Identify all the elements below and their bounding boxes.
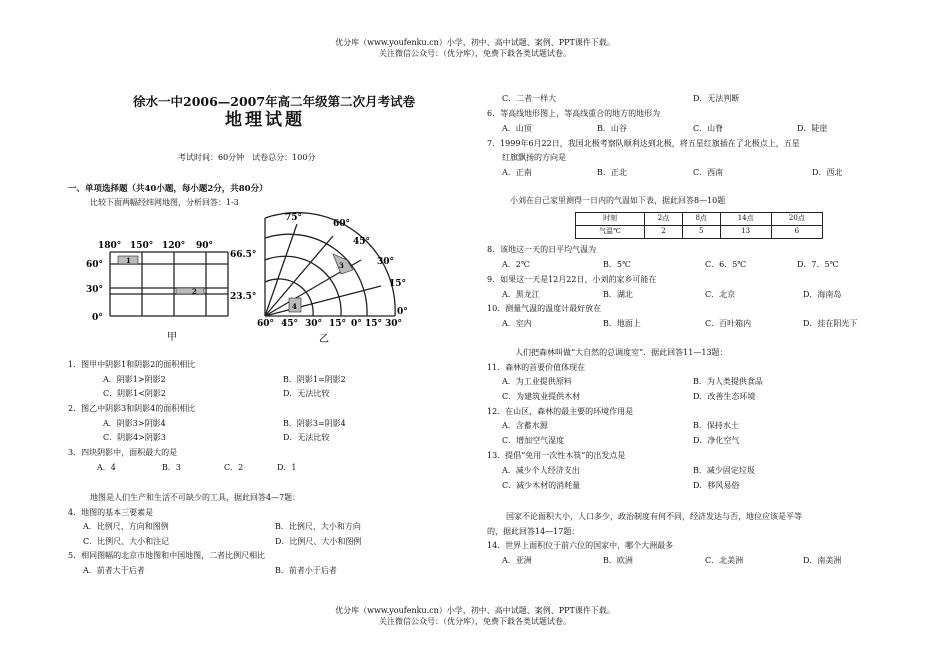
q9-option-a: A．黑龙江 [502,290,540,299]
q13-option-b: B．减少固定垃圾 [693,466,755,475]
intro-14-17-line1: 国家不论面积大小，人口多少，政治制度有何不同，经济发达与否，地位应该是平等 [506,512,802,521]
q3-option-d: D．1 [277,463,297,472]
table-cell: 5 [682,226,720,239]
q7-option-a: A．正南 [502,168,532,177]
header-line-2: 关注微信公众号：（优分库），免费下载各类试题试卷。 [379,49,571,58]
q5-option-c: C．二者一样大 [502,94,557,103]
section1-heading: 一、单项选择题（共40小题，每小题2分，共80分） [68,184,268,194]
arc-label-0: 0° [397,307,408,317]
q4-option-a: A．比例尺、方向和图例 [83,522,169,531]
q8-option-a: A．2℃ [502,260,530,269]
q13-option-d: D．移风易俗 [693,481,740,490]
q9-option-d: D．海南岛 [803,290,842,299]
table-cell: 13 [720,226,771,239]
lat-label-66: 66.5° [230,250,257,260]
q11-option-a: A．为工业提供原料 [502,377,572,386]
q7-option-c: C．西南 [693,168,724,177]
shade-3-label: 3 [339,261,344,270]
q12-option-d: D．净化空气 [693,436,740,445]
q3-option-b: B．3 [162,463,181,472]
q13-stem: 13．提倡“免用一次性木筷”的出发点是 [487,451,626,460]
header-line-1: 优分库（www.youfenku.cn）小学、初中、高中试题、案例、PPT课件下载。 [335,38,615,47]
q11-option-d: D．改善生态环境 [693,392,756,401]
q5-option-b: B．前者小于后者 [275,566,337,575]
footer-line-2: 关注微信公众号：（优分库），免费下载各类试题试卷。 [379,617,571,626]
q2-option-d: D．无法比较 [283,433,330,442]
q5-option-a: A．前者大于后者 [83,566,145,575]
temperature-table [575,212,823,239]
q2-option-c: C．阴影4>阴影3 [103,433,167,442]
q5-option-d: D．无法判断 [693,94,740,103]
q11-stem: 11．森林的首要价值体现在 [487,363,586,372]
q12-stem: 12．在山区，森林的最主要的环境作用是 [487,407,634,416]
intro-14-17-line2: 的，据此回答14—17题： [487,527,580,536]
table-cell: 气温℃ [576,226,645,239]
arc-label-75: 75° [285,213,303,223]
q1-option-c: C．阴影1<阴影2 [103,389,167,398]
q12-option-b: B．保持水土 [693,421,739,430]
bottom-label-30: 30° [305,319,323,329]
q14-option-c: C．北美洲 [705,556,744,565]
table-row [576,226,823,239]
q3-option-a: A．4 [97,463,116,472]
q1-stem: 1．图甲中阴影1和阴影2的面积相比 [68,360,196,369]
map-jia-caption: 甲 [167,332,177,343]
q10-option-b: B．地面上 [603,319,641,328]
map-yi-caption: 乙 [319,334,329,345]
q6-option-b: B．山谷 [597,124,627,133]
q7-option-b: B．正北 [597,168,627,177]
shade-4-label: 4 [292,302,297,311]
q10-stem: 10．测量气温的温度计最好放在 [487,304,602,313]
q7-stem-line1: 7．1999年6月22日，我国北极考察队顺利达到北极，将五星红旗插在了北极点上，五星 [487,139,800,148]
q7-option-d: D．西北 [812,168,843,177]
q13-option-c: C．减少木材的消耗量 [502,481,581,490]
intro-4-7: 地图是人们生产和生活不可缺少的工具，据此回答4—7题： [90,493,301,502]
subject-title: 地理试题 [225,110,305,130]
lon-label-90: 90° [196,241,214,251]
q2-stem: 2．图乙中阴影3和阴影4的面积相比 [68,404,196,413]
q2-option-a: A．阴影3>阴影4 [103,419,166,428]
q9-option-b: B．湖北 [603,290,633,299]
q6-option-c: C．山脊 [693,124,724,133]
q9-stem: 9．如果这一天是12月22日，小刘的家乡可能在 [487,275,657,284]
q12-option-a: A．含蓄水源 [502,421,548,430]
q5-stem: 5．相同图幅的北京市地图和中国地图，二者比例尺相比 [68,551,266,560]
lon-label-180: 180° [98,241,122,251]
q4-option-b: B．比例尺、大小和方向 [275,522,361,531]
q10-option-d: D．挂在阳光下 [803,319,858,328]
shade-2 [176,288,204,294]
table-header-cell: 14点 [720,213,771,226]
intro-11-13: 人们把森林叫做“大自然的总调度室”．据此回答11—13题： [515,348,728,357]
lat-label-0: 0° [92,313,103,323]
table-header-cell: 2点 [645,213,683,226]
q1-option-a: A．阴影1>阴影2 [103,375,166,384]
q3-option-c: C．2 [224,463,244,472]
q14-option-a: A．亚洲 [502,556,532,565]
q1-option-b: B．阴影1=阴影2 [283,375,346,384]
section1-intro: 比较下面两幅经纬网地图，分析回答：1-3 [90,198,239,207]
q8-option-d: D．7．5℃ [797,260,839,269]
table-header-cell: 时刻 [576,213,645,226]
bottom-label-60: 60° [257,319,275,329]
q10-option-c: C．百叶箱内 [705,319,752,328]
q6-stem: 6．等高线地形图上，等高线重合的地方的地形为 [487,109,661,118]
q4-stem: 4．地图的基本三要素是 [68,508,154,517]
map-jia [80,232,260,344]
map-yi [255,210,415,345]
q12-option-c: C．增加空气湿度 [502,436,565,445]
bottom-label-30e: 30° [385,319,403,329]
q8-option-c: C．6．5℃ [705,260,747,269]
q11-option-c: C．为建筑业提供木材 [502,392,581,401]
lat-label-60: 60° [86,260,104,270]
bottom-label-45: 45° [281,319,299,329]
table-header-cell: 8点 [682,213,720,226]
bottom-label-15e: 15° [365,319,383,329]
lon-label-150: 150° [130,241,154,251]
q1-option-d: D．无法比较 [283,389,330,398]
arc-label-45: 45° [353,237,371,247]
q4-option-c: C．比例尺、大小和注记 [83,537,170,546]
q2-option-b: B．阴影3=阴影4 [283,419,346,428]
intro-8-10: 小刘在自己家里测得一日内的气温如下表，据此回答8—10题 [510,196,726,205]
lat-label-23: 23.5° [230,292,257,302]
lon-label-120: 120° [162,241,186,251]
q13-option-a: A．减少个人经济支出 [502,466,580,475]
arc-label-30: 30° [377,257,395,267]
footer-line-1: 优分库（www.youfenku.cn）小学、初中、高中试题、案例、PPT课件下载。 [335,606,615,615]
exam-meta: 考试时间：60分钟 试卷总分：100分 [178,153,316,162]
arc-label-60: 60° [333,219,351,229]
q4-option-d: D．比例尺、大小和图例 [275,537,362,546]
bottom-label-0: 0° [351,319,362,329]
q8-stem: 8．该地这一天的日平均气温为 [487,245,597,254]
q8-option-b: B．5℃ [603,260,631,269]
table-header-row [576,213,823,226]
table-cell: 6 [771,226,822,239]
arc-label-15: 15° [389,279,407,289]
q9-option-c: C．北京 [705,290,736,299]
exam-title: 徐水一中2006—2007年高二年级第二次月考试卷 [133,94,416,109]
table-cell: 2 [645,226,683,239]
q14-option-d: D．南美洲 [803,556,842,565]
q11-option-b: B．为人类提供食品 [693,377,763,386]
lat-label-30: 30° [86,285,104,295]
shade-2-label: 2 [192,287,197,296]
q6-option-a: A．山顶 [502,124,532,133]
q3-stem: 3．四块阴影中，面积最大的是 [68,448,178,457]
q14-stem: 14．世界上面积位于前六位的国家中，哪个大洲最多 [487,541,674,550]
shade-1-label: 1 [126,256,131,265]
q14-option-b: B．欧洲 [603,556,633,565]
bottom-label-15: 15° [329,319,347,329]
table-header-cell: 20点 [771,213,822,226]
q6-option-d: D．陡崖 [797,124,828,133]
q10-option-a: A．室内 [502,319,532,328]
q7-stem-line2: 红旗飘扬的方向是 [502,153,566,162]
